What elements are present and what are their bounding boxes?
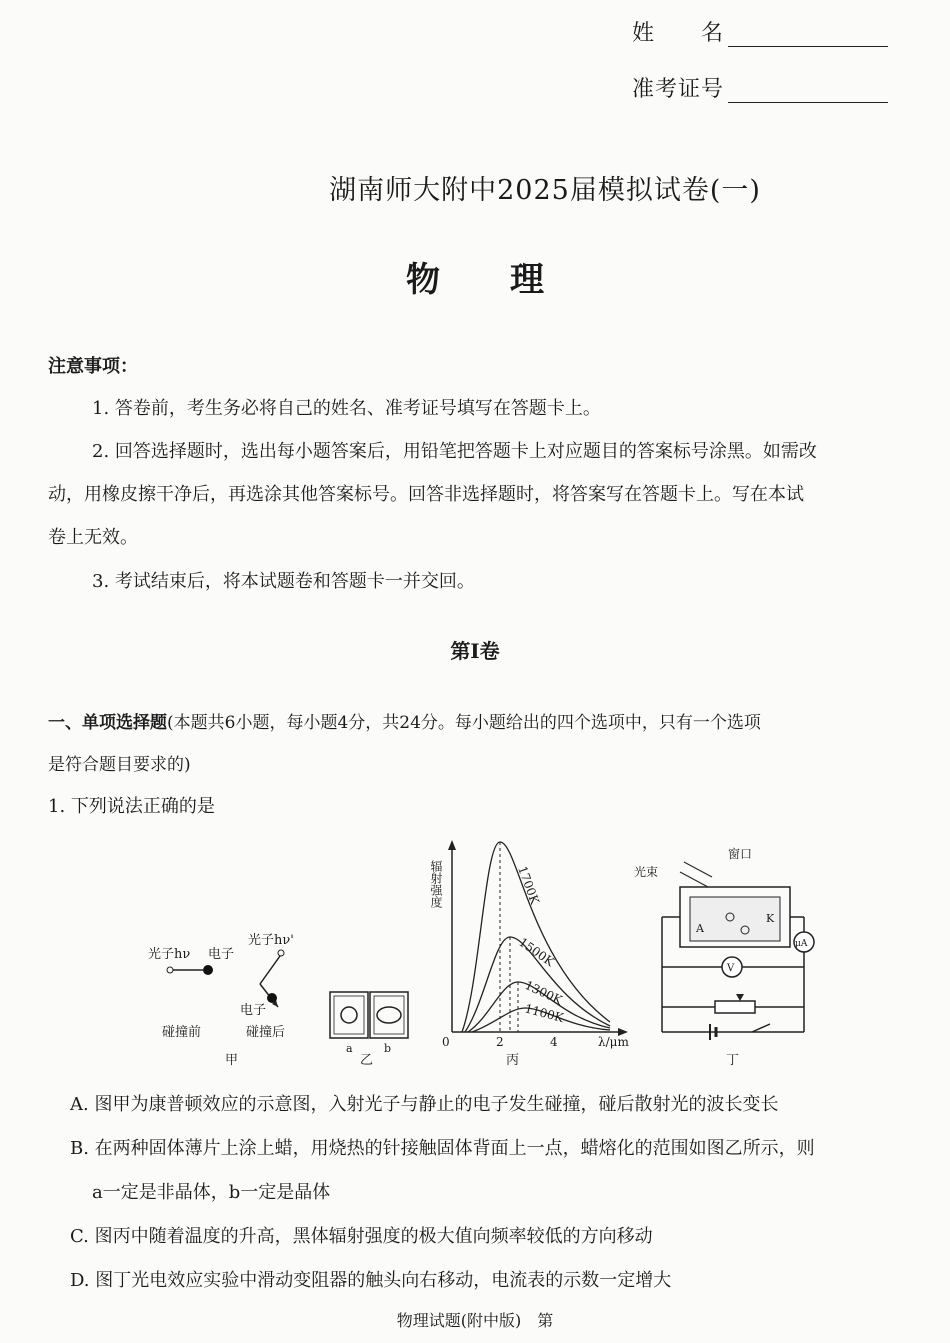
notice-item-2-cont: 动，用橡皮擦干净后，再选涂其他答案标号。回答非选择题时，将答案写在答题卡上。写在本试 xyxy=(48,484,804,505)
bing-y-arrow xyxy=(448,840,456,850)
jia-electron-after: 电子 xyxy=(240,1003,267,1018)
figure-ding xyxy=(634,846,814,1068)
jia-caption: 甲 xyxy=(225,1053,239,1068)
yi-ellipse-b xyxy=(377,1007,401,1023)
ding-slider xyxy=(736,994,744,1001)
yi-plate-b xyxy=(370,992,408,1038)
yi-plate-a xyxy=(330,992,368,1038)
jia-photon-out-dot xyxy=(278,950,284,956)
page-footer: 物理试题(附中版) 第 xyxy=(396,1311,554,1330)
bing-label-1100k: 1100K xyxy=(523,1001,566,1026)
figure-jia xyxy=(148,932,294,1068)
ding-rheostat xyxy=(715,1001,755,1013)
option-c: C. 图丙中随着温度的升高，黑体辐射强度的极大值向频率较低的方向移动 xyxy=(70,1226,653,1247)
name-field[interactable] xyxy=(632,16,888,47)
ding-beam-line-1 xyxy=(680,872,708,887)
yi-plate-a-inner xyxy=(334,996,364,1034)
yi-label-b: b xyxy=(384,1042,392,1055)
jia-photon-dot xyxy=(167,967,173,973)
exam-id-label: 准考证号 xyxy=(632,77,725,102)
exam-id-field[interactable] xyxy=(632,72,888,103)
option-a: A. 图甲为康普顿效应的示意图，入射光子与静止的电子发生碰撞，碰后散射光的波长变长 xyxy=(70,1094,779,1115)
option-b-cont: a一定是非晶体，b一定是晶体 xyxy=(92,1182,331,1203)
jia-electron-before xyxy=(203,965,213,975)
yi-caption: 乙 xyxy=(360,1053,374,1068)
bing-tick-2: 2 xyxy=(496,1035,504,1049)
ding-window: 窗口 xyxy=(728,847,753,861)
bing-xlabel: λ/μm xyxy=(598,1035,629,1049)
notice-item-1: 1. 答卷前，考生务必将自己的姓名、准考证号填写在答题卡上。 xyxy=(92,398,601,419)
question-1-figures xyxy=(140,832,820,1072)
ding-v-label: V xyxy=(727,963,735,974)
ding-cathode: K xyxy=(766,912,775,925)
ding-caption: 丁 xyxy=(726,1053,740,1068)
section-header xyxy=(48,702,908,786)
notice-item-2-end: 卷上无效。 xyxy=(48,527,138,548)
jia-before: 碰撞前 xyxy=(162,1025,202,1040)
bing-caption: 丙 xyxy=(506,1053,520,1068)
section-desc-2: 是符合题目要求的) xyxy=(48,755,191,775)
jia-electron-label: 电子 xyxy=(208,947,235,962)
ding-beam-line-2 xyxy=(684,862,712,877)
jia-electron-after-dot xyxy=(267,993,277,1003)
ding-switch xyxy=(752,1024,770,1032)
figure-yi xyxy=(330,992,408,1068)
bing-ylabel: 辐射强度 xyxy=(429,860,443,908)
ding-ua-label: μA xyxy=(795,939,808,949)
subject-title: 物理 xyxy=(406,260,614,300)
ding-beam: 光束 xyxy=(634,865,659,879)
name-label: 姓 名 xyxy=(632,21,725,46)
section-desc-1: (本题共6小题，每小题4分，共24分。每小题给出的四个选项中，只有一个选项 xyxy=(167,713,761,733)
notice-item-3: 3. 考试结束后，将本试题卷和答题卡一并交回。 xyxy=(92,571,475,592)
yi-plate-b-inner xyxy=(374,996,404,1034)
option-b: B. 在两种固体薄片上涂上蜡，用烧热的针接触固体背面上一点，蜡熔化的范围如图乙所示，则 xyxy=(70,1138,815,1159)
option-d: D. 图丁光电效应实验中滑动变阻器的触头向右移动，电流表的示数一定增大 xyxy=(70,1270,672,1291)
figure-bing xyxy=(429,840,629,1068)
bing-label-1700k: 1700K xyxy=(515,864,542,907)
yi-circle-a xyxy=(341,1007,357,1023)
bing-label-1500k: 1500K xyxy=(516,934,557,970)
bing-origin: 0 xyxy=(442,1035,450,1049)
jia-photon-out: 光子hν' xyxy=(248,933,294,948)
jia-photon-in: 光子hν xyxy=(148,947,191,962)
notice-item-2: 2. 回答选择题时，选出每小题答案后，用铅笔把答题卡上对应题目的答案标号涂黑。如需改 xyxy=(92,441,817,462)
section-title: 一、单项选择题 xyxy=(48,713,167,733)
school-title: 湖南师大附中2025届模拟试卷(一) xyxy=(329,175,761,206)
jia-scatter-line xyxy=(260,956,280,984)
exam-id-underline[interactable] xyxy=(728,82,888,103)
ding-anode: A xyxy=(696,922,704,935)
notice-title: 注意事项： xyxy=(48,356,138,377)
jia-after: 碰撞后 xyxy=(246,1025,286,1040)
bing-label-1300k: 1300K xyxy=(522,978,565,1008)
yi-label-a: a xyxy=(346,1042,353,1055)
bing-tick-4: 4 xyxy=(550,1035,558,1049)
name-underline[interactable] xyxy=(728,26,888,47)
part-title: 第Ⅰ卷 xyxy=(450,639,500,663)
question-1-stem: 1. 下列说法正确的是 xyxy=(48,796,215,817)
